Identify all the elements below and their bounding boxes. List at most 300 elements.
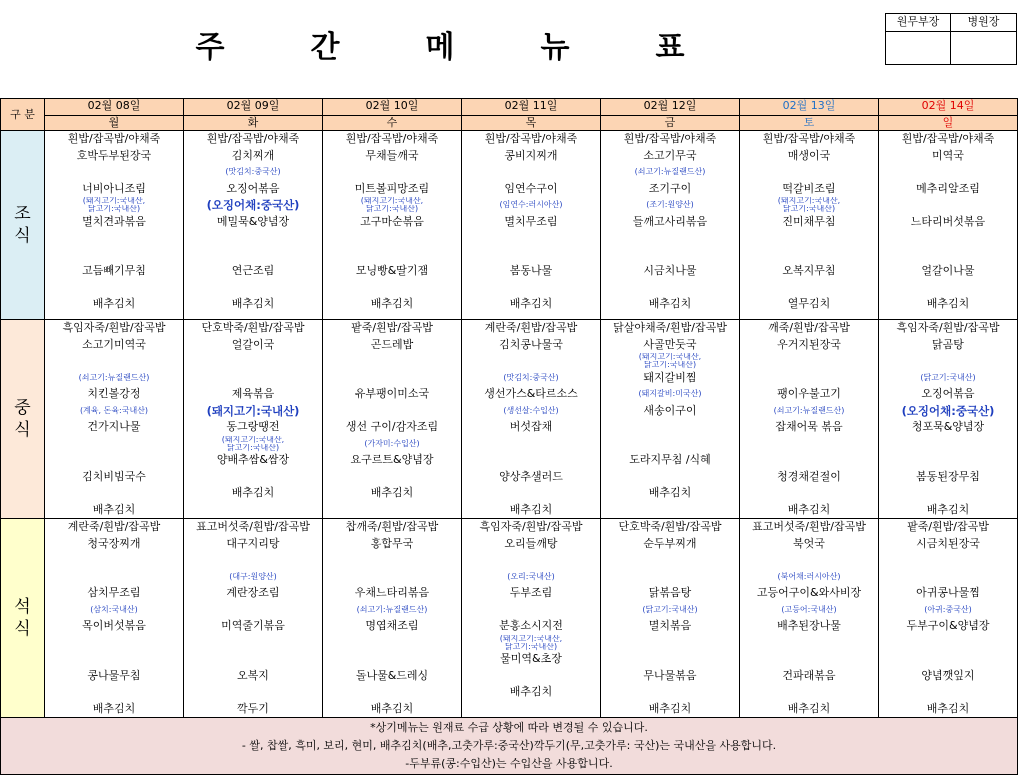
menu-item — [184, 247, 322, 264]
menu-item — [45, 230, 183, 247]
menu-item: 메추리알조림 — [916, 181, 980, 195]
menu-cell — [879, 131, 1018, 320]
menu-item: 모닝빵&딸기잼 — [355, 264, 429, 277]
weekday-header: 수 — [323, 116, 462, 131]
menu-item: 북엇국 — [793, 536, 825, 550]
menu-cell — [184, 131, 323, 320]
menu-item: 흰밥/잡곡밥/야채죽 — [901, 132, 995, 145]
menu-item: 오징어볶음 — [226, 181, 280, 195]
menu-item: 단호박죽/흰밥/잡곡밥 — [618, 520, 722, 533]
menu-item: 배추김치 — [648, 486, 692, 499]
menu-item: 삼치무조림 — [87, 586, 141, 599]
meal-label-breakfast — [1, 131, 45, 320]
menu-item: 건가지나물 — [87, 420, 141, 433]
menu-item: 깍두기 — [237, 701, 269, 715]
menu-item: 매생이국 — [787, 148, 831, 162]
menu-item — [45, 552, 183, 569]
menu-item: 분홍소시지전 — [499, 619, 563, 632]
menu-cell-list — [323, 131, 461, 313]
menu-item: 배추김치 — [370, 701, 414, 715]
date-header: 02월 13일 — [740, 99, 879, 116]
menu-item: 콩나물무침 — [87, 668, 141, 682]
origin-note: (고등어:국내산) — [781, 604, 837, 614]
menu-item: 김치콩나물국 — [499, 337, 563, 351]
menu-item — [323, 651, 461, 668]
origin-note: (가자미:수입산) — [364, 438, 420, 448]
menu-item: 버섯잡채 — [509, 420, 553, 433]
meal-row-breakfast — [1, 131, 1018, 320]
menu-item — [601, 230, 739, 247]
menu-item: 건파래볶음 — [782, 668, 836, 682]
menu-item: 유부팽이미소국 — [354, 387, 430, 400]
menu-item: 열무김치 — [787, 297, 831, 310]
origin-note: (닭고기:국내산) — [920, 372, 976, 382]
menu-item: 배추김치 — [92, 297, 136, 310]
menu-item — [184, 280, 322, 297]
menu-item: 흑임자죽/흰밥/잡곡밥 — [62, 321, 166, 334]
menu-cell — [323, 131, 462, 320]
origin-note: 닭고기:국내산) — [782, 205, 836, 214]
menu-item: 깨죽/흰밥/잡곡밥 — [768, 321, 850, 334]
title-char: 표 — [655, 30, 685, 65]
menu-item — [323, 280, 461, 297]
menu-item: 홍합무국 — [370, 536, 414, 550]
menu-cell — [323, 519, 462, 718]
header-date-row — [1, 99, 1018, 116]
menu-item: 표고버섯죽/흰밥/잡곡밥 — [196, 520, 310, 533]
menu-item — [740, 436, 878, 453]
menu-item — [740, 635, 878, 652]
menu-item: 목이버섯볶음 — [82, 619, 146, 632]
origin-note: (오징어채:중국산) — [901, 403, 995, 418]
menu-item — [601, 280, 739, 297]
menu-item: 오징어볶음 — [921, 387, 975, 400]
menu-item: 배추김치 — [787, 502, 831, 516]
origin-note: (계육, 돈육:국내산) — [79, 405, 149, 415]
page-title — [0, 22, 880, 66]
menu-item: 흰밥/잡곡밥/야채죽 — [484, 132, 578, 145]
menu-item — [601, 419, 739, 436]
menu-item: 물미역&초장 — [500, 652, 562, 665]
menu-item: 흰밥/잡곡밥/야채죽 — [762, 132, 856, 145]
origin-note: (돼지고기:국내산) — [206, 403, 300, 418]
weekday-header: 화 — [184, 116, 323, 131]
menu-item: 얼갈이국 — [231, 337, 275, 351]
menu-item: 멸치견과볶음 — [82, 214, 146, 228]
menu-cell — [462, 320, 601, 519]
menu-item: 미역줄기볶음 — [221, 619, 285, 632]
menu-item — [601, 651, 739, 668]
origin-note: (아귀:중국산) — [924, 604, 972, 614]
menu-item: 임연수구이 — [504, 181, 558, 195]
weekday-header: 일 — [879, 116, 1018, 131]
origin-note: (임연수:러시아산) — [499, 200, 563, 209]
menu-cell-list — [462, 131, 600, 313]
date-header: 02월 14일 — [879, 99, 1018, 116]
menu-item — [601, 247, 739, 264]
approval-label: 병원장 — [951, 14, 1016, 32]
approval-cell-manager — [886, 14, 951, 64]
menu-item — [462, 164, 600, 181]
menu-item — [879, 452, 1017, 469]
menu-item: 돼지갈비찜 — [643, 370, 697, 384]
origin-note: (오리:국내산) — [507, 571, 555, 581]
menu-item — [879, 684, 1017, 701]
menu-item — [323, 552, 461, 569]
origin-note: (오징어채:중국산) — [206, 198, 300, 212]
menu-item — [45, 452, 183, 469]
menu-cell-list — [462, 519, 600, 701]
menu-item — [323, 469, 461, 486]
menu-item: 배추김치 — [926, 297, 970, 310]
menu-item — [45, 569, 183, 586]
note-line: -두부류(콩:수입산)는 수입산을 사용합니다. — [405, 757, 613, 770]
meal-label-char: 중 — [14, 398, 31, 418]
menu-item — [879, 651, 1017, 668]
menu-item: 봄동나물 — [509, 264, 553, 277]
origin-note: (생선살:수입산) — [503, 405, 559, 415]
menu-item — [740, 247, 878, 264]
weekday-header: 월 — [45, 116, 184, 131]
menu-item — [184, 552, 322, 569]
note-line: *상기메뉴는 원재료 수급 상황에 따라 변경될 수 있습니다. — [370, 721, 648, 734]
menu-item: 얼갈이나물 — [921, 264, 975, 277]
notes-cell — [1, 718, 1018, 775]
menu-cell-list — [184, 519, 322, 717]
approval-cell-director — [951, 14, 1016, 64]
menu-item: 동그랑땡전 — [226, 420, 280, 433]
menu-item — [740, 485, 878, 502]
menu-item: 청포묵&양념장 — [911, 420, 985, 433]
menu-item: 배추김치 — [509, 297, 553, 310]
origin-note: (돼지고기:국내산, — [221, 435, 285, 444]
menu-item: 청경채겉절이 — [777, 469, 841, 483]
origin-note: (대구:원양산) — [229, 571, 277, 581]
menu-cell — [45, 131, 184, 320]
menu-table — [0, 98, 1018, 775]
menu-item: 우채느타리볶음 — [354, 586, 430, 599]
menu-item: 미트볼피망조림 — [354, 181, 430, 195]
menu-item: 대구지리탕 — [226, 536, 280, 550]
origin-note: (북어채:러시아산) — [777, 571, 841, 581]
menu-item — [601, 469, 739, 486]
notes-row — [1, 718, 1018, 775]
menu-item — [462, 485, 600, 502]
menu-item: 두부조림 — [509, 586, 553, 599]
menu-item: 생선가스&타르소스 — [484, 387, 578, 400]
menu-item — [184, 684, 322, 701]
menu-item — [601, 684, 739, 701]
menu-item: 오복지무침 — [782, 264, 836, 277]
meal-label-dinner — [1, 519, 45, 718]
menu-item — [740, 370, 878, 387]
menu-item: 조기구이 — [648, 181, 692, 195]
menu-item: 배추김치 — [509, 685, 553, 698]
menu-item: 배추김치 — [648, 297, 692, 310]
menu-item — [601, 569, 739, 586]
meal-label-char: 식 — [14, 619, 31, 639]
meal-label-char: 조 — [14, 204, 31, 224]
meal-label-char: 식 — [14, 420, 31, 440]
menu-cell-list — [740, 519, 878, 717]
menu-item — [601, 635, 739, 652]
origin-note: (쇠고기:뉴질랜드산) — [634, 167, 706, 176]
menu-item: 닭곰탕 — [932, 337, 964, 351]
menu-item — [879, 247, 1017, 264]
approval-label: 원무부장 — [886, 14, 950, 32]
menu-item: 제육볶음 — [231, 387, 275, 400]
origin-note: (쇠고기:뉴질랜드산) — [78, 372, 150, 382]
menu-item: 무채들깨국 — [365, 148, 419, 162]
menu-cell-list — [45, 320, 183, 518]
menu-item: 요구르트&양념장 — [350, 453, 434, 466]
menu-item — [879, 552, 1017, 569]
menu-item — [879, 436, 1017, 453]
origin-note: (맛김치:중국산) — [503, 372, 559, 382]
menu-item — [740, 280, 878, 297]
menu-item: 명엽채조림 — [365, 619, 419, 632]
gubun-label: 구 분 — [1, 99, 45, 131]
menu-cell-list — [184, 320, 322, 502]
menu-cell-list — [323, 519, 461, 717]
menu-item: 팥죽/흰밥/잡곡밥 — [907, 520, 989, 533]
menu-item: 진미채무침 — [782, 214, 836, 228]
menu-item — [462, 452, 600, 469]
menu-item: 아귀콩나물찜 — [916, 586, 980, 599]
menu-cell — [184, 320, 323, 519]
menu-item — [462, 602, 600, 619]
menu-item — [601, 436, 739, 453]
menu-item: 느타리버섯볶음 — [910, 214, 986, 228]
menu-item — [740, 651, 878, 668]
menu-item — [45, 651, 183, 668]
menu-cell — [184, 519, 323, 718]
menu-item: 배추김치 — [926, 701, 970, 715]
menu-item — [45, 164, 183, 181]
menu-item — [45, 635, 183, 652]
menu-item — [45, 436, 183, 453]
weekday-header: 금 — [601, 116, 740, 131]
menu-item — [184, 370, 322, 387]
menu-item: 배추김치 — [231, 297, 275, 310]
menu-item — [879, 164, 1017, 181]
menu-item: 봄동된장무침 — [916, 469, 980, 483]
meal-row-dinner — [1, 519, 1018, 718]
menu-item: 청국장찌개 — [87, 536, 141, 550]
menu-item — [462, 247, 600, 264]
menu-cell-list — [740, 131, 878, 313]
menu-item — [740, 452, 878, 469]
date-header: 02월 10일 — [323, 99, 462, 116]
menu-item: 곤드레밥 — [370, 337, 414, 351]
menu-item — [462, 668, 600, 685]
menu-item — [184, 602, 322, 619]
menu-item: 배추김치 — [370, 297, 414, 310]
menu-cell — [740, 519, 879, 718]
menu-cell — [462, 131, 601, 320]
menu-item: 배추김치 — [370, 486, 414, 499]
menu-item — [45, 684, 183, 701]
meal-label-char: 식 — [14, 226, 31, 246]
menu-item — [462, 280, 600, 297]
menu-cell — [462, 519, 601, 718]
origin-note: 닭고기:국내산) — [504, 642, 558, 651]
menu-item: 콩비지찌개 — [504, 148, 558, 162]
menu-item — [323, 684, 461, 701]
date-header: 02월 09일 — [184, 99, 323, 116]
menu-item: 도라지무침 /식혜 — [629, 453, 711, 466]
menu-item: 잡채어묵 볶음 — [775, 420, 843, 433]
menu-item — [45, 247, 183, 264]
menu-item — [462, 230, 600, 247]
origin-note: 닭고기:국내산) — [87, 205, 141, 214]
menu-item: 호박두부된장국 — [76, 148, 152, 162]
menu-item: 김치찌개 — [231, 148, 275, 162]
origin-note: (돼지고기:국내산, — [638, 353, 702, 361]
menu-cell — [740, 320, 879, 519]
menu-item: 떡갈비조림 — [782, 181, 836, 195]
menu-item — [184, 353, 322, 370]
origin-note: (맛김치:중국산) — [225, 167, 281, 176]
menu-item: 배추김치 — [787, 701, 831, 715]
menu-cell-list — [740, 320, 878, 518]
menu-item: 미역국 — [932, 148, 964, 162]
menu-item: 계란죽/흰밥/잡곡밥 — [67, 520, 161, 533]
menu-item: 돌나물&드레싱 — [355, 668, 429, 682]
origin-note: (돼지고기:국내산, — [82, 197, 146, 205]
origin-note: 닭고기:국내산) — [643, 361, 697, 370]
menu-item: 무나물볶음 — [643, 668, 697, 682]
menu-item: 팽이우불고기 — [777, 387, 841, 400]
menu-cell-list — [601, 131, 739, 313]
menu-item: 생선 구이/감자조림 — [345, 420, 439, 433]
menu-item — [740, 552, 878, 569]
menu-item: 배추김치 — [648, 701, 692, 715]
menu-item — [184, 230, 322, 247]
menu-cell — [740, 131, 879, 320]
menu-item: 배추김치 — [926, 502, 970, 516]
origin-note: (삼치:국내산) — [90, 604, 138, 614]
menu-item — [740, 684, 878, 701]
menu-item: 계란장조림 — [226, 586, 280, 599]
origin-note: (닭고기:국내산) — [642, 604, 698, 614]
menu-item: 소고기미역국 — [82, 337, 146, 351]
menu-item: 우거지된장국 — [777, 337, 841, 351]
menu-item — [462, 552, 600, 569]
menu-cell-list — [462, 320, 600, 518]
title-char: 주 — [195, 30, 225, 65]
menu-item: 두부구이&양념장 — [906, 619, 990, 632]
origin-note: 닭고기:국내산) — [365, 205, 419, 214]
menu-item: 고등어구이&와사비장 — [756, 586, 862, 599]
menu-item: 계란죽/흰밥/잡곡밥 — [484, 321, 578, 334]
menu-cell-list — [45, 131, 183, 313]
menu-item — [45, 353, 183, 370]
origin-note: (쇠고기:뉴질랜드산) — [356, 604, 428, 614]
meal-label-lunch — [1, 320, 45, 519]
menu-item: 김치비빔국수 — [82, 469, 146, 483]
menu-item — [879, 485, 1017, 502]
menu-item — [184, 635, 322, 652]
menu-item: 흰밥/잡곡밥/야채죽 — [206, 132, 300, 145]
menu-cell — [323, 320, 462, 519]
origin-note: (돼지고기:국내산, — [499, 634, 563, 643]
header-dow-row — [1, 116, 1018, 131]
menu-cell — [879, 519, 1018, 718]
menu-item: 흑임자죽/흰밥/잡곡밥 — [479, 520, 583, 533]
menu-item — [45, 280, 183, 297]
menu-cell — [601, 519, 740, 718]
menu-cell-list — [601, 519, 739, 717]
menu-item: 순두부찌개 — [643, 536, 697, 550]
menu-item: 시금치나물 — [643, 264, 697, 277]
menu-item: 배추김치 — [92, 502, 136, 516]
menu-item — [45, 485, 183, 502]
menu-item: 흰밥/잡곡밥/야채죽 — [345, 132, 439, 145]
menu-item — [184, 469, 322, 486]
menu-item: 배추된장나물 — [777, 619, 841, 632]
menu-item — [879, 353, 1017, 370]
menu-item: 단호박죽/흰밥/잡곡밥 — [201, 321, 305, 334]
menu-item: 배추김치 — [92, 701, 136, 715]
meal-label-char: 석 — [14, 597, 31, 617]
weekday-header: 토 — [740, 116, 879, 131]
menu-item: 팥죽/흰밥/잡곡밥 — [351, 321, 433, 334]
menu-item — [323, 230, 461, 247]
menu-item — [184, 651, 322, 668]
menu-item: 닭살야채죽/흰밥/잡곡밥 — [613, 321, 727, 334]
menu-item: 너비아니조림 — [82, 181, 146, 195]
menu-item — [879, 569, 1017, 586]
origin-note: (돼지갈비:미국산) — [638, 389, 702, 398]
menu-item — [323, 370, 461, 387]
menu-item: 배추김치 — [509, 502, 553, 516]
menu-item — [879, 280, 1017, 297]
menu-cell-list — [323, 320, 461, 502]
menu-item: 찹깨죽/흰밥/잡곡밥 — [345, 520, 439, 533]
menu-item — [323, 569, 461, 586]
title-char: 뉴 — [540, 30, 570, 65]
menu-cell-list — [879, 131, 1017, 313]
menu-item: 고듬빼기무침 — [82, 264, 146, 277]
menu-item — [601, 552, 739, 569]
weekday-header: 목 — [462, 116, 601, 131]
menu-item — [462, 436, 600, 453]
menu-item — [462, 353, 600, 370]
menu-item: 새송이구이 — [643, 403, 697, 417]
title-char: 간 — [310, 30, 340, 65]
date-header: 02월 12일 — [601, 99, 740, 116]
menu-item — [740, 353, 878, 370]
meal-row-lunch — [1, 320, 1018, 519]
menu-item: 사골만둣국 — [643, 337, 697, 351]
menu-item — [879, 230, 1017, 247]
menu-item: 소고기무국 — [643, 148, 697, 162]
menu-item — [879, 197, 1017, 214]
date-header: 02월 08일 — [45, 99, 184, 116]
menu-item: 흑임자죽/흰밥/잡곡밥 — [896, 321, 1000, 334]
origin-note: (돼지고기:국내산, — [777, 197, 841, 205]
menu-item — [323, 247, 461, 264]
menu-item: 멸치무조림 — [504, 214, 558, 228]
menu-item: 시금치된장국 — [916, 536, 980, 550]
menu-cell-list — [184, 131, 322, 313]
menu-item — [740, 164, 878, 181]
menu-item — [323, 353, 461, 370]
menu-item — [879, 635, 1017, 652]
menu-cell — [879, 320, 1018, 519]
menu-item: 양념깻잎지 — [921, 668, 975, 682]
